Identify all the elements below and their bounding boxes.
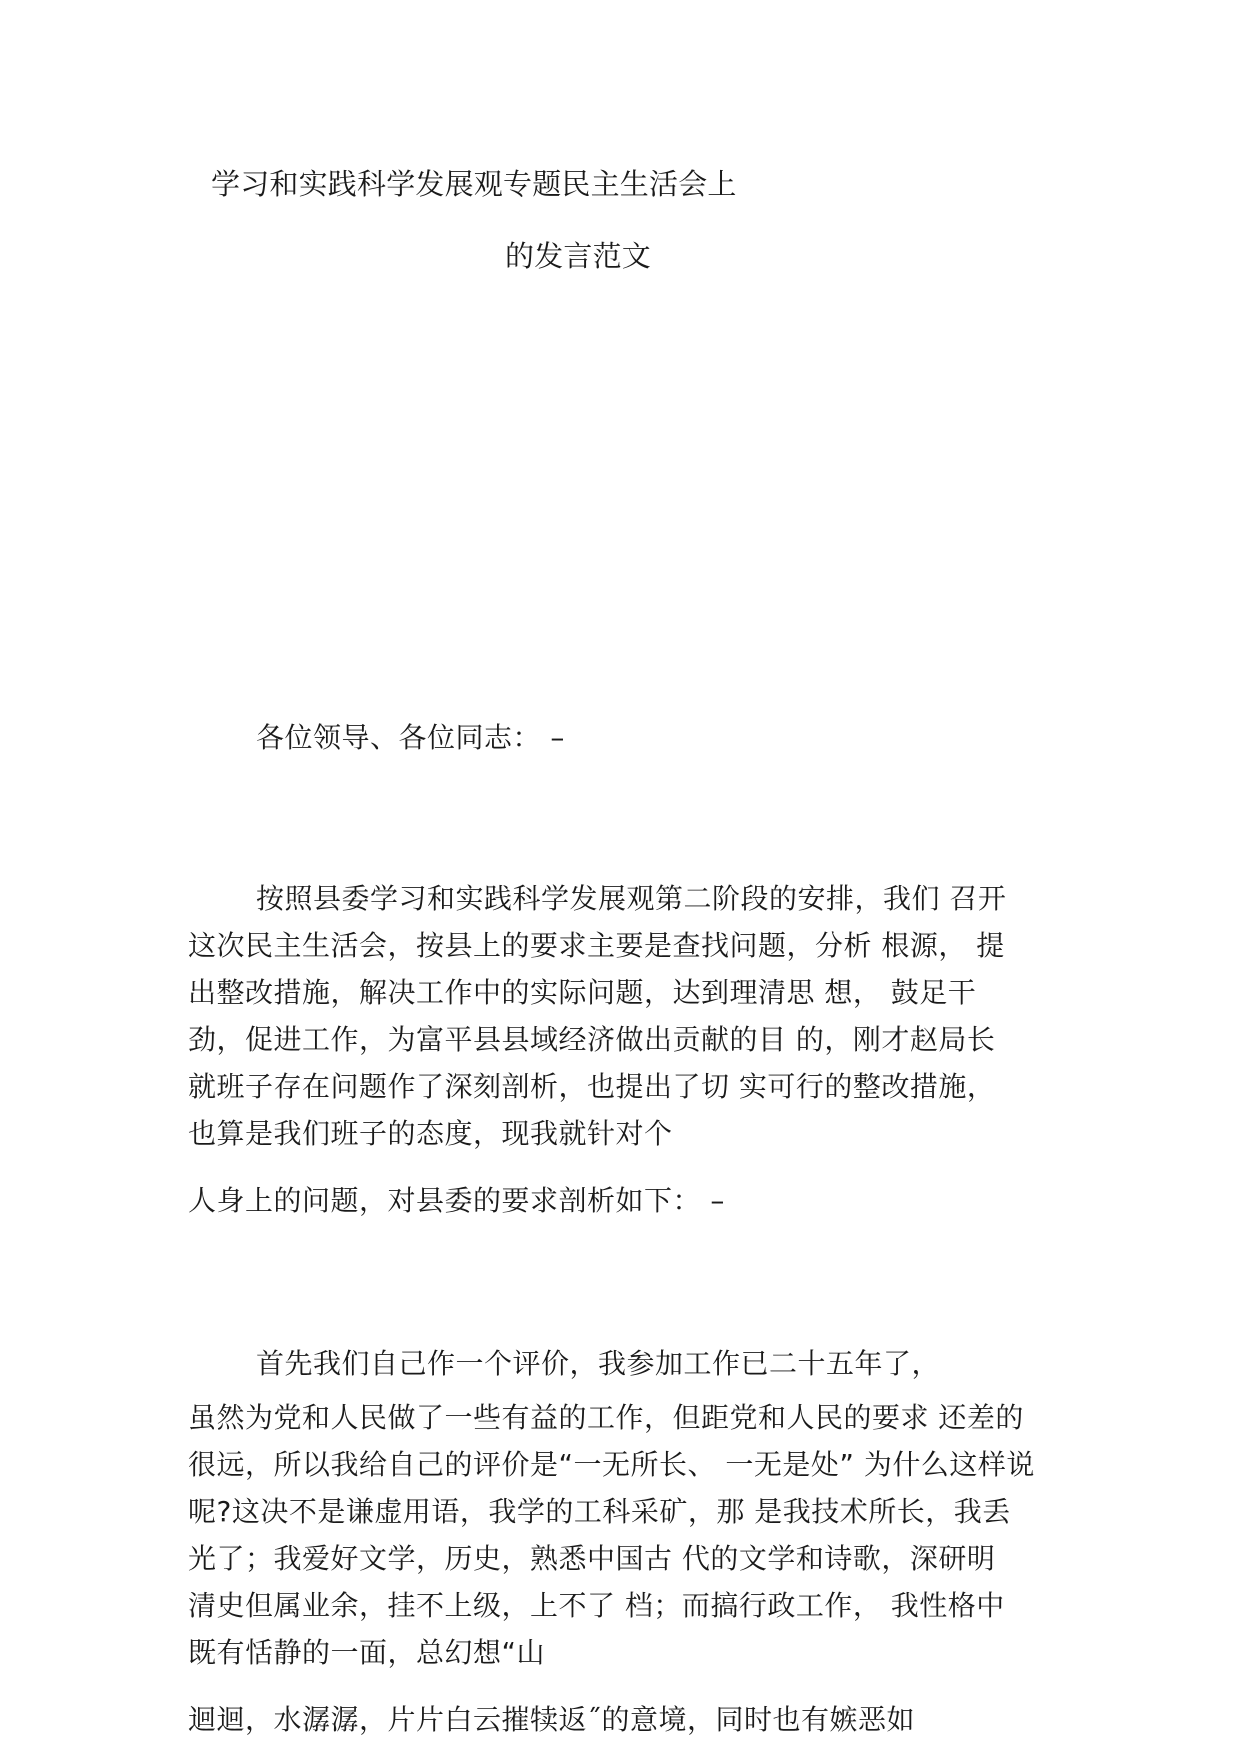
paragraph-1-line: 按照县委学习和实践科学发展观第二阶段的安排，我们 召开 xyxy=(256,882,1007,915)
salutation: 各位领导、各位同志： – xyxy=(256,721,565,754)
paragraph-2-line: 呢?这决不是谦虚用语，我学的工科采矿，那 是我技术所长，我丢 xyxy=(188,1495,1011,1528)
paragraph-1-line: 这次民主生活会，按县上的要求主要是查找问题，分析 根源， 提 xyxy=(188,929,1005,962)
document-title-line-2: 的发言范文 xyxy=(505,239,652,273)
paragraph-2-tail: 迴迴，水潺潺，片片白云摧犊返˝的意境，同时也有嫉恶如 xyxy=(188,1703,916,1736)
paragraph-1-line: 也算是我们班子的态度，现我就针对个 xyxy=(188,1117,673,1150)
document-title-line-1: 学习和实践科学发展观专题民主生活会上 xyxy=(211,167,737,201)
paragraph-2-line: 很远，所以我给自己的评价是“一无所长、 一无是处” 为什么这样说 xyxy=(188,1448,1035,1481)
paragraph-1-line: 就班子存在问题作了深刻剖析，也提出了切 实可行的整改措施， xyxy=(188,1070,996,1103)
paragraph-2-line: 虽然为党和人民做了一些有益的工作，但距党和人民的要求 还差的 xyxy=(188,1401,1024,1434)
paragraph-2-first-line: 首先我们自己作一个评价，我参加工作已二十五年了， xyxy=(256,1347,941,1380)
paragraph-2-line: 光了；我爱好文学，历史，熟悉中国古 代的文学和诗歌，深研明 xyxy=(188,1542,996,1575)
paragraph-1-line: 出整改措施，解决工作中的实际问题，达到理清思 想， 鼓足干 xyxy=(188,976,977,1009)
paragraph-2-line: 既有恬静的一面，总幻想“山 xyxy=(188,1636,546,1669)
paragraph-2-line: 清史但属业余，挂不上级，上不了 档；而搞行政工作， 我性格中 xyxy=(188,1589,1005,1622)
paragraph-1-line: 劲，促进工作，为富平县县域经济做出贡献的目 的，刚才赵局长 xyxy=(188,1023,996,1056)
paragraph-1-tail: 人身上的问题，对县委的要求剖析如下： – xyxy=(188,1184,725,1217)
